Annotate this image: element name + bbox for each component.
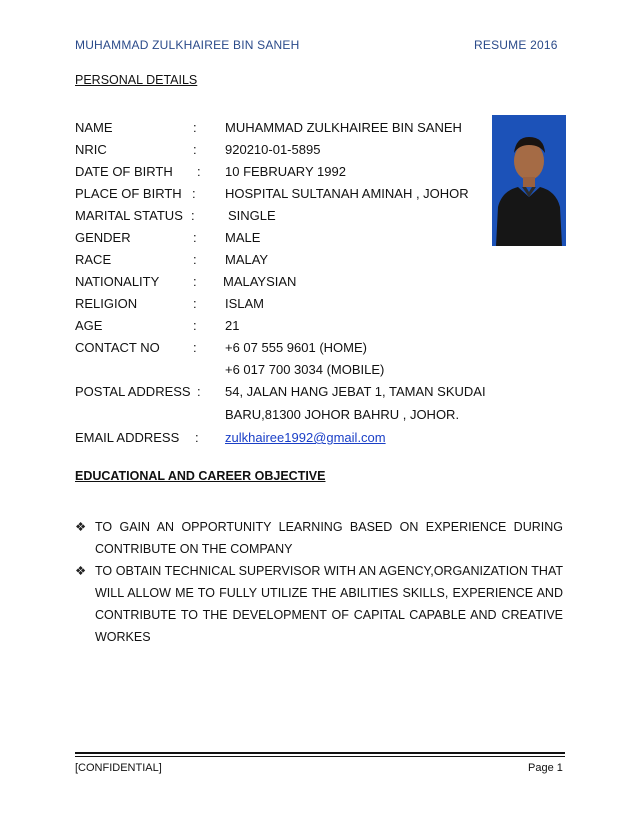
diamond-bullet-icon: ❖	[75, 520, 87, 534]
field-colon: :	[193, 230, 197, 245]
field-value: +6 07 555 9601 (HOME)	[225, 340, 367, 355]
field-colon: :	[193, 252, 197, 267]
row-nric	[75, 141, 545, 159]
objective-text: TO GAIN AN OPPORTUNITY LEARNING BASED ON EXPERIENCE DURING CONTRIBUTE ON THE COMPANY	[95, 520, 563, 556]
row-postal-address-2	[75, 406, 545, 424]
field-value: MALAYSIAN	[223, 274, 297, 289]
field-label: DATE OF BIRTH	[75, 164, 173, 179]
row-nationality	[75, 273, 545, 291]
row-date-of-birth	[75, 163, 545, 181]
row-place-of-birth	[75, 185, 545, 203]
field-colon: :	[193, 274, 197, 289]
email-link[interactable]: zulkhairee1992@gmail.com	[225, 430, 386, 445]
profile-photo-svg	[492, 115, 566, 246]
objective-heading: EDUCATIONAL AND CAREER OBJECTIVE	[75, 469, 326, 483]
row-age	[75, 317, 545, 335]
field-colon: :	[193, 142, 197, 157]
footer-divider-thin	[75, 756, 565, 757]
row-contact-no-2	[75, 361, 545, 379]
list-item	[75, 516, 563, 560]
field-value: SINGLE	[228, 208, 276, 223]
field-value: 54, JALAN HANG JEBAT 1, TAMAN SKUDAI	[225, 384, 486, 399]
footer-page-number: Page 1	[528, 762, 563, 774]
field-label: MARITAL STATUS	[75, 208, 183, 223]
field-value: 920210-01-5895	[225, 142, 321, 157]
row-name	[75, 119, 545, 137]
header-name: MUHAMMAD ZULKHAIREE BIN SANEH	[75, 38, 300, 52]
field-label: NATIONALITY	[75, 274, 160, 289]
field-value: BARU,81300 JOHOR BAHRU , JOHOR.	[225, 407, 460, 422]
field-value: +6 017 700 3034 (MOBILE)	[225, 362, 385, 377]
row-email-address	[75, 429, 545, 447]
row-gender	[75, 229, 545, 247]
field-colon: :	[197, 384, 201, 399]
field-value: MALE	[225, 230, 261, 245]
diamond-bullet-icon: ❖	[75, 564, 87, 578]
field-value: ISLAM	[225, 296, 265, 311]
field-colon: :	[191, 208, 195, 223]
objective-text: TO OBTAIN TECHNICAL SUPERVISOR WITH AN AGENCY,ORGANIZATION THAT WILL ALLOW ME TO FULLY UTILIZE THE ABILITIES SKILLS, EXPERIENCE AND CONTRIBUTE TO THE DEVELOPMENT OF CAPITAL CAPABLE AND CREATIVE WORKES	[95, 564, 563, 644]
field-colon: :	[193, 318, 197, 333]
objective-list	[75, 516, 563, 648]
field-value: MUHAMMAD ZULKHAIREE BIN SANEH	[225, 120, 462, 135]
field-colon: :	[193, 120, 197, 135]
footer-confidential: [CONFIDENTIAL]	[75, 762, 162, 774]
field-label: EMAIL ADDRESS	[75, 430, 180, 445]
row-marital-status	[75, 207, 545, 225]
header-resume-year: RESUME 2016	[474, 38, 558, 52]
profile-photo	[492, 115, 566, 246]
field-label: RELIGION	[75, 296, 138, 311]
field-label: RACE	[75, 252, 112, 267]
list-item	[75, 560, 563, 648]
footer-divider	[75, 752, 565, 754]
field-colon: :	[193, 340, 197, 355]
field-colon: :	[192, 186, 196, 201]
field-colon: :	[197, 164, 201, 179]
field-value: HOSPITAL SULTANAH AMINAH , JOHOR	[225, 186, 469, 201]
field-value: 21	[225, 318, 240, 333]
row-contact-no	[75, 339, 545, 357]
field-label: PLACE OF BIRTH	[75, 186, 182, 201]
field-colon: :	[195, 430, 199, 445]
field-label: GENDER	[75, 230, 131, 245]
field-label: NAME	[75, 120, 113, 135]
field-label: POSTAL ADDRESS	[75, 384, 191, 399]
field-value: 10 FEBRUARY 1992	[225, 164, 346, 179]
field-label: CONTACT NO	[75, 340, 160, 355]
field-value: MALAY	[225, 252, 269, 267]
row-postal-address	[75, 383, 545, 401]
field-label: NRIC	[75, 142, 107, 157]
field-label: AGE	[75, 318, 103, 333]
personal-details-heading: PERSONAL DETAILS	[75, 73, 198, 87]
row-race	[75, 251, 545, 269]
field-colon: :	[193, 296, 197, 311]
row-religion	[75, 295, 545, 313]
